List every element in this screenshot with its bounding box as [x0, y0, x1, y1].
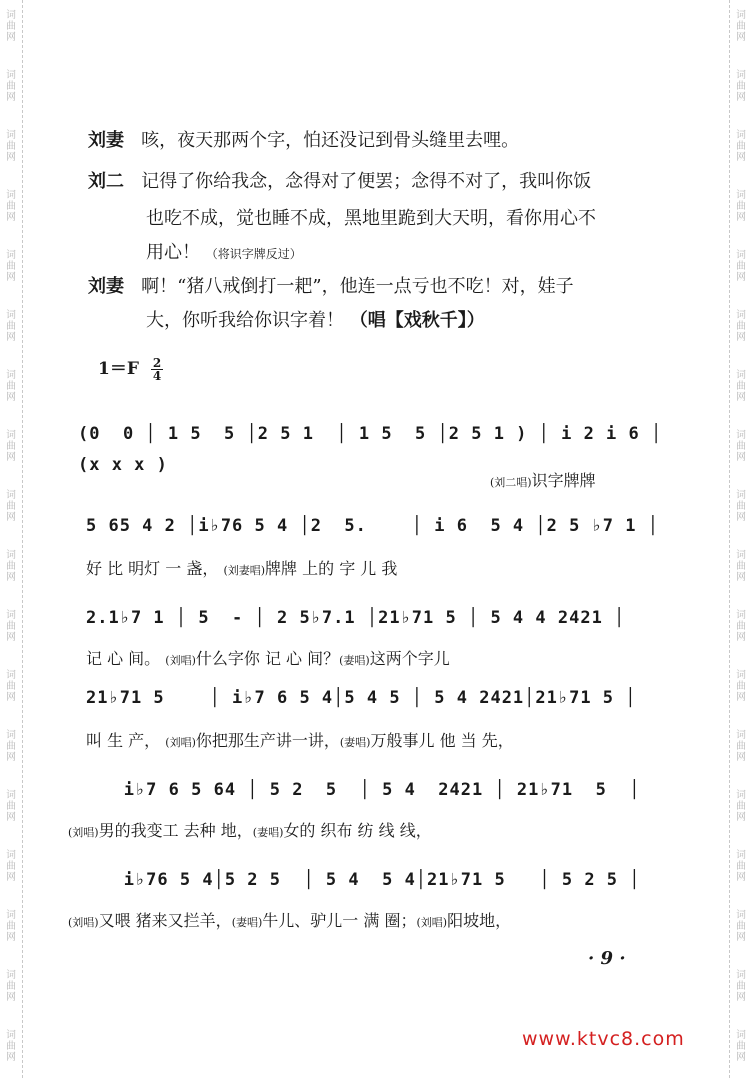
watermark-mark: 词曲网 — [736, 910, 746, 943]
watermark-mark: 词曲网 — [736, 130, 746, 163]
lyric-line-3 — [86, 646, 450, 669]
site-watermark: www.ktvc8.com — [522, 1028, 685, 1050]
score-notes-5: i♭7 6 5 64 │ 5 2 5 │ 5 4 2421 │ 21♭71 5 │ — [90, 780, 641, 800]
score-notes-6: i♭76 5 4│5 2 5 │ 5 4 5 4│21♭71 5 │ 5 2 5 │ — [90, 870, 641, 890]
watermark-mark: 词曲网 — [736, 10, 746, 43]
lyric-line-2 — [86, 556, 397, 579]
watermark-mark: 词曲网 — [736, 70, 746, 103]
dialogue-text: 大，你听我给你识字着！ — [146, 310, 344, 331]
watermark-mark: 词曲网 — [6, 790, 16, 823]
speaker-name: 刘妻 — [88, 276, 124, 297]
speaker-name: 刘二 — [88, 171, 124, 192]
score-notes-2: 5 65 4 2 │i♭76 5 4 │2 5. │ i 6 5 4 │2 5 ♭7 1 │ — [86, 516, 659, 536]
watermark-mark: 词曲网 — [736, 730, 746, 763]
watermark-mark: 词曲网 — [6, 730, 16, 763]
watermark-mark: 词曲网 — [6, 310, 16, 343]
watermark-mark: 词曲网 — [736, 190, 746, 223]
lyric-text: 记 心 间。 — [86, 649, 161, 668]
dialogue-line-3 — [146, 204, 596, 230]
watermark-mark: 词曲网 — [6, 670, 16, 703]
watermark-mark: 词曲网 — [736, 1030, 746, 1063]
watermark-mark: 词曲网 — [736, 550, 746, 583]
lyric-text: 牛儿、驴儿一 满 圈； — [262, 911, 417, 930]
watermark-mark: 词曲网 — [736, 790, 746, 823]
time-top: 2 — [152, 356, 162, 370]
singer-note: (刘唱) — [165, 654, 196, 667]
dialogue-text: 记得了你给我念，念得对了便罢；念得不对了，我叫你饭 — [141, 171, 592, 192]
lyric-text: 好 比 明灯 一 盏， — [86, 559, 219, 578]
dialogue-line-4 — [146, 238, 302, 264]
watermark-mark: 词曲网 — [6, 250, 16, 283]
dialogue-text: 咳，夜天那两个字，怕还没记到骨头缝里去哩。 — [141, 130, 520, 151]
watermark-mark: 词曲网 — [736, 610, 746, 643]
key-signature — [98, 354, 163, 382]
watermark-mark: 词曲网 — [6, 430, 16, 463]
watermark-mark: 词曲网 — [6, 130, 16, 163]
lyric-line-6 — [68, 908, 511, 931]
lyric-text: 万般事儿 他 当 先， — [370, 731, 514, 750]
watermark-mark: 词曲网 — [736, 250, 746, 283]
dialogue-line-5 — [88, 272, 574, 298]
lyric-text: 你把那生产讲一讲， — [195, 731, 340, 750]
watermark-mark: 词曲网 — [6, 610, 16, 643]
watermark-mark: 词曲网 — [6, 490, 16, 523]
time-bottom: 4 — [152, 369, 162, 383]
watermark-mark: 词曲网 — [6, 10, 16, 43]
watermark-mark: 词曲网 — [736, 310, 746, 343]
watermark-mark: 词曲网 — [6, 70, 16, 103]
lyric-text: 阳坡地， — [447, 911, 512, 930]
lyric-line-4 — [86, 728, 514, 751]
watermark-mark: 词曲网 — [6, 970, 16, 1003]
lyric-line-5 — [68, 818, 432, 841]
singer-note: (妻唱) — [339, 736, 371, 749]
dialogue-line-1 — [88, 126, 519, 152]
watermark-mark: 词曲网 — [6, 370, 16, 403]
watermark-mark: 词曲网 — [6, 550, 16, 583]
singer-note: (刘唱) — [416, 916, 448, 929]
dialogue-line-2 — [88, 167, 591, 193]
dialogue-text: 用心！ — [146, 242, 200, 263]
singer-note: (妻唱) — [231, 916, 263, 929]
score-notes-4: 21♭71 5 │ i♭7 6 5 4│5 4 5 │ 5 4 2421│21♭71 5 │ — [86, 688, 637, 708]
dialogue-text: 也吃不成，觉也睡不成，黑地里跪到大天明，看你用心不 — [146, 208, 596, 229]
singer-note: (妻唱) — [252, 826, 284, 839]
singer-note: (刘唱) — [165, 736, 196, 749]
watermark-mark: 词曲网 — [6, 850, 16, 883]
speaker-name: 刘妻 — [88, 130, 124, 151]
score-notes-3: 2.1♭7 1 │ 5 - │ 2 5♭7.1 │21♭71 5 │ 5 4 4 2421 │ — [86, 608, 626, 628]
score-notes-1: (0 0 │ 1 5 5 │2 5 1 │ 1 5 5 │2 5 1 ) │ i 2 i 6 │ — [78, 424, 663, 444]
singer-note: (刘唱) — [68, 826, 99, 839]
watermark-mark: 词曲网 — [736, 670, 746, 703]
singer-note: (刘二唱) — [490, 476, 532, 489]
page-number: · 9 · — [588, 948, 626, 969]
stage-direction: （唱【戏秋千】） — [349, 310, 485, 331]
watermark-mark: 词曲网 — [736, 490, 746, 523]
lyric-text: 女的 织布 纺 线 线， — [283, 821, 432, 840]
singer-note: (刘唱) — [68, 916, 99, 929]
watermark-mark: 词曲网 — [6, 910, 16, 943]
watermark-mark: 词曲网 — [736, 370, 746, 403]
lyric-line-1 — [490, 468, 596, 491]
lyric-text: 男的我变工 去种 地， — [98, 821, 253, 840]
lyric-text: 叫 生 产， — [86, 731, 161, 750]
dialogue-text: 啊！“猪八戒倒打一耙”，他连一点亏也不吃！对，娃子 — [141, 276, 574, 297]
lyric-text: 什么字你 记 心 间？ — [195, 649, 340, 668]
time-signature — [151, 357, 163, 382]
percussion-line: (x x x ) — [78, 455, 168, 475]
lyric-text: 这两个字儿 — [369, 649, 450, 668]
lyric-text: 牌牌 上的 字 儿 我 — [265, 559, 398, 578]
watermark-mark: 词曲网 — [736, 850, 746, 883]
dialogue-line-6 — [146, 306, 485, 332]
singer-note: (妻唱) — [339, 654, 370, 667]
watermark-mark: 词曲网 — [6, 1030, 16, 1063]
lyric-text: 识字牌牌 — [531, 471, 596, 490]
watermark-mark: 词曲网 — [736, 430, 746, 463]
watermark-mark: 词曲网 — [6, 190, 16, 223]
watermark-mark: 词曲网 — [736, 970, 746, 1003]
lyric-text: 又喂 猪来又拦羊， — [98, 911, 232, 930]
singer-note: (刘妻唱) — [223, 564, 266, 577]
key-label: 1＝F — [98, 359, 139, 379]
stage-direction: （将识字牌反过） — [205, 247, 302, 261]
